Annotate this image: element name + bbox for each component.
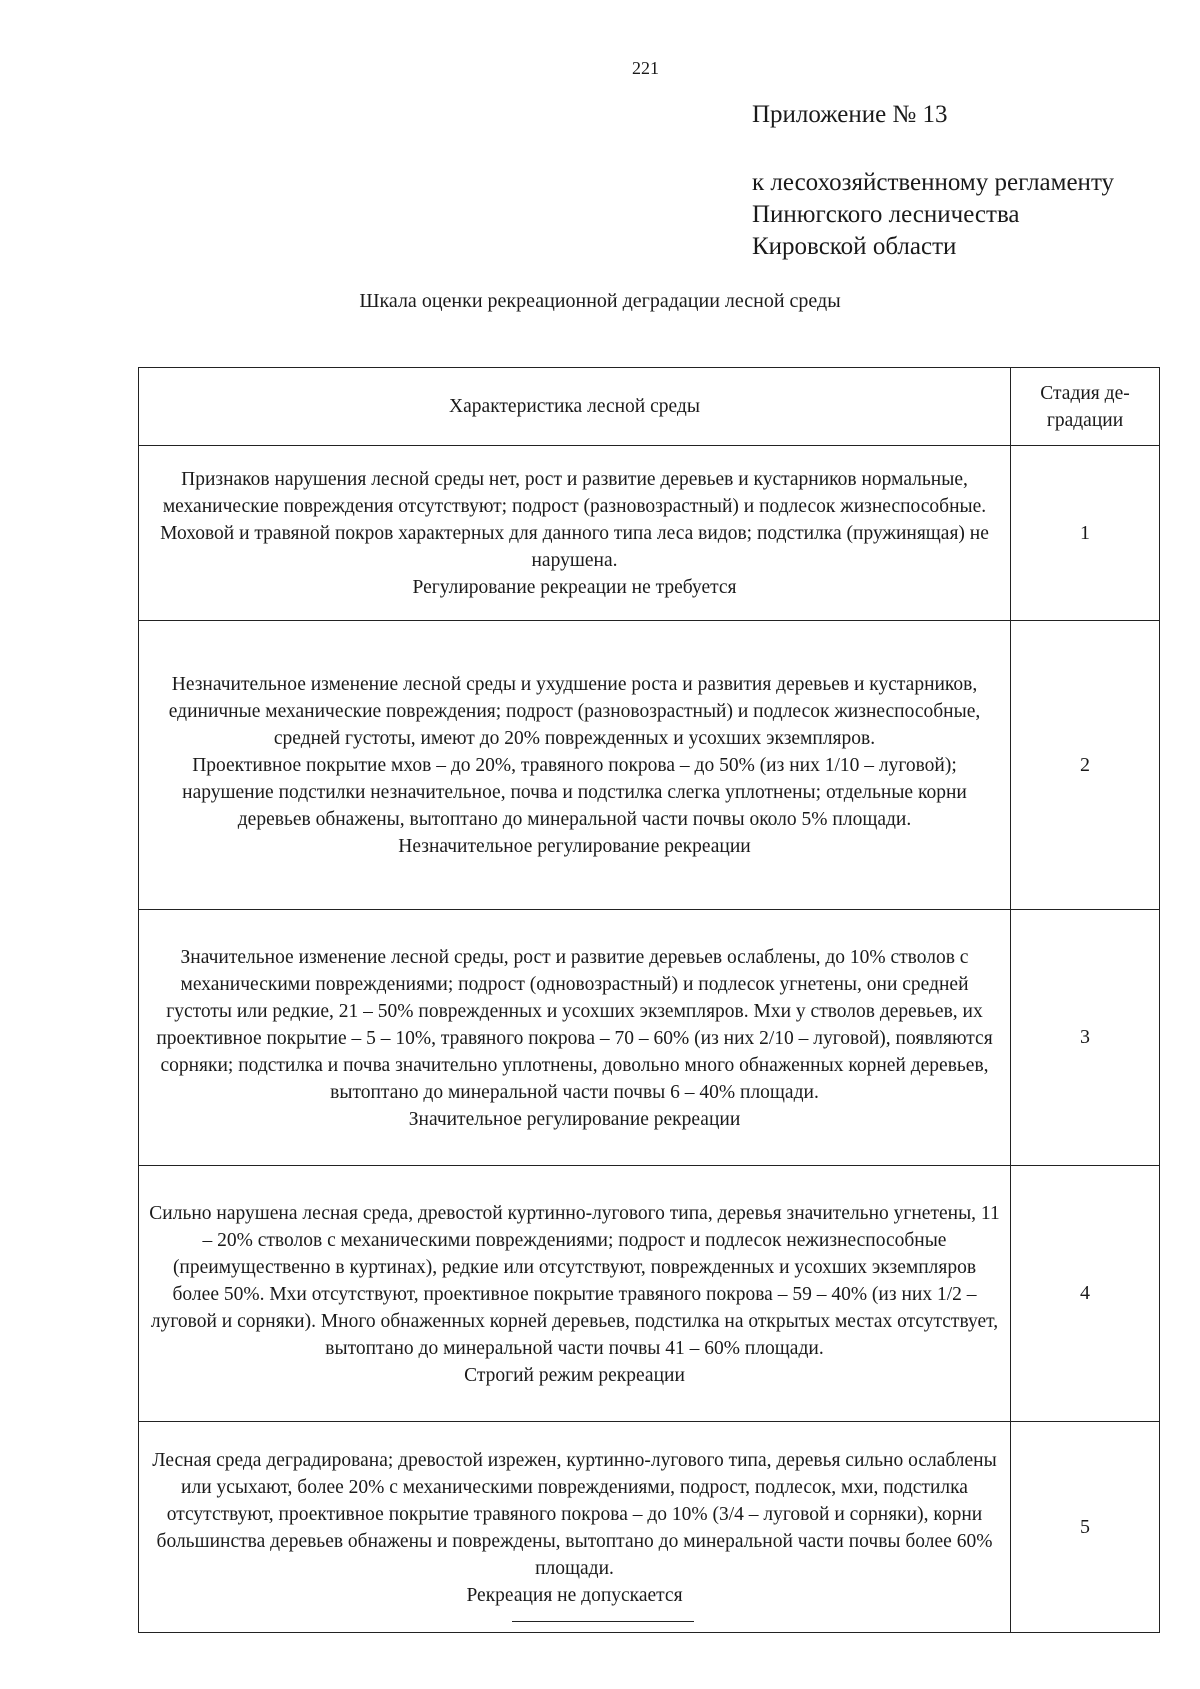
appendix-title: Приложение № 13 — [752, 101, 948, 128]
row-stage: 5 — [1011, 1422, 1160, 1633]
page-number: 221 — [632, 58, 659, 78]
row-description — [139, 1422, 1011, 1633]
header-description: Характеристика лесной среды — [139, 368, 1011, 446]
row-stage: 4 — [1011, 1166, 1160, 1422]
document-title: Шкала оценки рекреационной деградации лесной среды — [359, 290, 841, 312]
row-description — [139, 446, 1011, 621]
regulation-text: Рекреация не допускается — [466, 1584, 683, 1606]
description-text: Сильно нарушена лесная среда, древостой куртинно-лугового типа, деревья значительно угнетены, 11 – 20% стволов с механическими повреждениями; подрост и подлесок нежизнеспособные (преимущественно в куртинах), редкие или отсутствуют, поврежденных и усохших экземпляров более 50%. Мхи отсутствуют, проективное покрытие травяного покрова – 59 – 40% (из них 1/2 – луговой и сорняки). Много обнаженных корней деревьев, подстилка на открытых местах отсутствует, вытоптано до минеральной части почвы 41 – 60% площади. — [149, 1202, 1000, 1359]
degradation-scale-table — [138, 367, 1160, 1633]
appendix-ref-line: Пинюгского лесничества — [752, 201, 1020, 228]
regulation-text: Регулирование рекреации не требуется — [412, 577, 737, 598]
description-text: Значительное изменение лесной среды, рост и развитие деревьев ослаблены, до 10% стволов с механическими повреждениями; подрост (одновозрастный) и подлесок угнетены, они средней густоты или редкие, 21 – 50% поврежденных и усохших экземпляров. Мхи у стволов деревьев, их проективное покрытие – 5 – 10%, травяного покрова – 70 – 60% (из них 2/10 – луговой), появляются сорняки; подстилка и почва значительно уплотнены, довольно много обнаженных корней деревьев, вытоптано до минеральной части почвы 6 – 40% площади. — [156, 946, 993, 1103]
table-row — [139, 621, 1160, 910]
regulation-text: Незначительное регулирование рекреации — [398, 836, 751, 857]
description-text: Лесная среда деградирована; древостой изрежен, куртинно-лугового типа, деревья сильно ослаблены или усыхают, более 20% с механическими повреждениями, подрост, подлесок, мхи, подстилка отсутствуют, проективное покрытие травяного покрова – до 10% (3/4 – луговой и сорняки), корни большинства деревьев обнажены и повреждены, вытоптано до минеральной части почвы более 60% площади. — [152, 1449, 997, 1579]
appendix-ref-line: к лесохозяйственному регламенту — [752, 169, 1115, 196]
description-text: Проективное покрытие мхов – до 20%, травяного покрова – до 50% (из них 1/10 – луговой); нарушение подстилки незначительное, почва и подстилка слегка уплотнены; отдельные корни деревьев обнажены, вытоптано до минеральной части почвы около 5% площади. — [182, 755, 967, 830]
description-text: Незначительное изменение лесной среды и ухудшение роста и развития деревьев и кустарников, единичные механические повреждения; подрост (разновозрастный) и подлесок жизнеспособные, средней густоты, имеют до 20% поврежденных и усохших экземпляров. — [168, 674, 981, 749]
header-stage-line: Стадия де- — [1040, 382, 1130, 404]
row-stage: 2 — [1011, 621, 1160, 910]
appendix-ref-line: Кировской области — [752, 233, 957, 260]
table-row — [139, 910, 1160, 1166]
table-row — [139, 1422, 1160, 1633]
table-row — [139, 1166, 1160, 1422]
footer-divider — [512, 1621, 694, 1622]
row-description — [139, 621, 1011, 910]
regulation-text: Строгий режим рекреации — [464, 1364, 685, 1386]
row-description — [139, 1166, 1011, 1422]
row-stage: 1 — [1011, 446, 1160, 621]
row-description — [139, 910, 1011, 1166]
description-text: Признаков нарушения лесной среды нет, рост и развитие деревьев и кустарников нормальные, механические повреждения отсутствуют; подрост (разновозрастный) и подлесок жизнеспособные. Моховой и травяной покров характерных для данного типа леса видов; подстилка (пружинящая) не нарушена. — [160, 469, 989, 571]
header-stage-line: градации — [1046, 409, 1124, 431]
header-stage — [1011, 368, 1160, 446]
table-row — [139, 446, 1160, 621]
table-header-row — [139, 368, 1160, 446]
row-stage: 3 — [1011, 910, 1160, 1166]
regulation-text: Значительное регулирование рекреации — [408, 1108, 741, 1130]
appendix-reference — [752, 167, 1114, 263]
